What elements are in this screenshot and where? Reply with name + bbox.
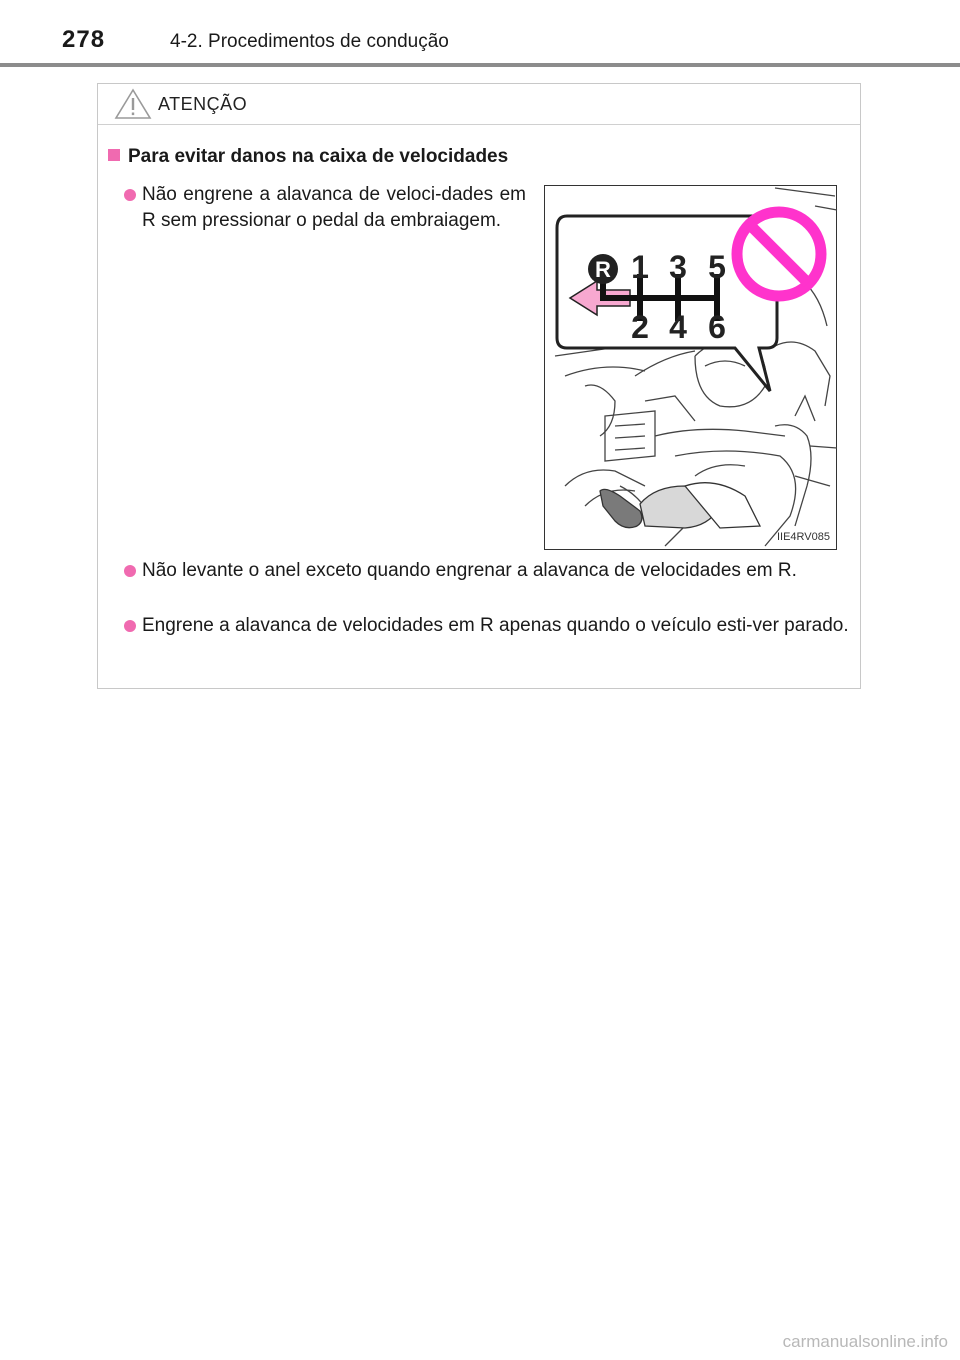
section-title: 4-2. Procedimentos de condução <box>170 31 449 52</box>
gear-label-3: 3 <box>669 249 687 285</box>
gear-label-r: R <box>595 257 611 282</box>
bullet-text: Não engrene a alavanca de veloci-dades em R sem pressionar o pedal da embraiagem. <box>142 184 526 231</box>
bullet-text: Não levante o anel exceto quando engrenar a alavanca de velocidades em R. <box>142 560 797 581</box>
illustration-drawing <box>545 186 838 551</box>
gear-label-6: 6 <box>708 309 726 345</box>
page-header <box>0 0 960 68</box>
warning-triangle-icon <box>114 88 152 120</box>
subheading-text: Para evitar danos na caixa de velocidades <box>128 146 509 167</box>
page-number: 278 <box>62 26 106 53</box>
bullet-text: Engrene a alavanca de velocidades em R apenas quando o veículo esti-ver parado. <box>142 615 849 636</box>
header-rule <box>0 63 960 67</box>
square-bullet-icon <box>108 149 120 161</box>
bullet-item-stopped <box>142 613 854 639</box>
warning-label: ATENÇÃO <box>158 94 248 114</box>
gear-shift-illustration <box>544 185 837 550</box>
bullet-dot-icon <box>124 189 136 201</box>
warning-header <box>98 84 860 125</box>
gear-label-4: 4 <box>669 309 687 345</box>
gear-label-5: 5 <box>708 249 726 285</box>
watermark: carmanualsonline.info <box>782 1332 948 1351</box>
warning-box <box>97 83 861 689</box>
figure-code: IIE4RV085 <box>776 531 830 543</box>
gear-label-2: 2 <box>631 309 649 345</box>
bullet-item-clutch <box>142 182 526 233</box>
bullet-dot-icon <box>124 620 136 632</box>
bullet-dot-icon <box>124 565 136 577</box>
bullet-item-ring <box>142 558 854 584</box>
subheading <box>108 146 508 168</box>
prohibited-icon <box>737 212 821 296</box>
gear-label-1: 1 <box>631 249 649 285</box>
